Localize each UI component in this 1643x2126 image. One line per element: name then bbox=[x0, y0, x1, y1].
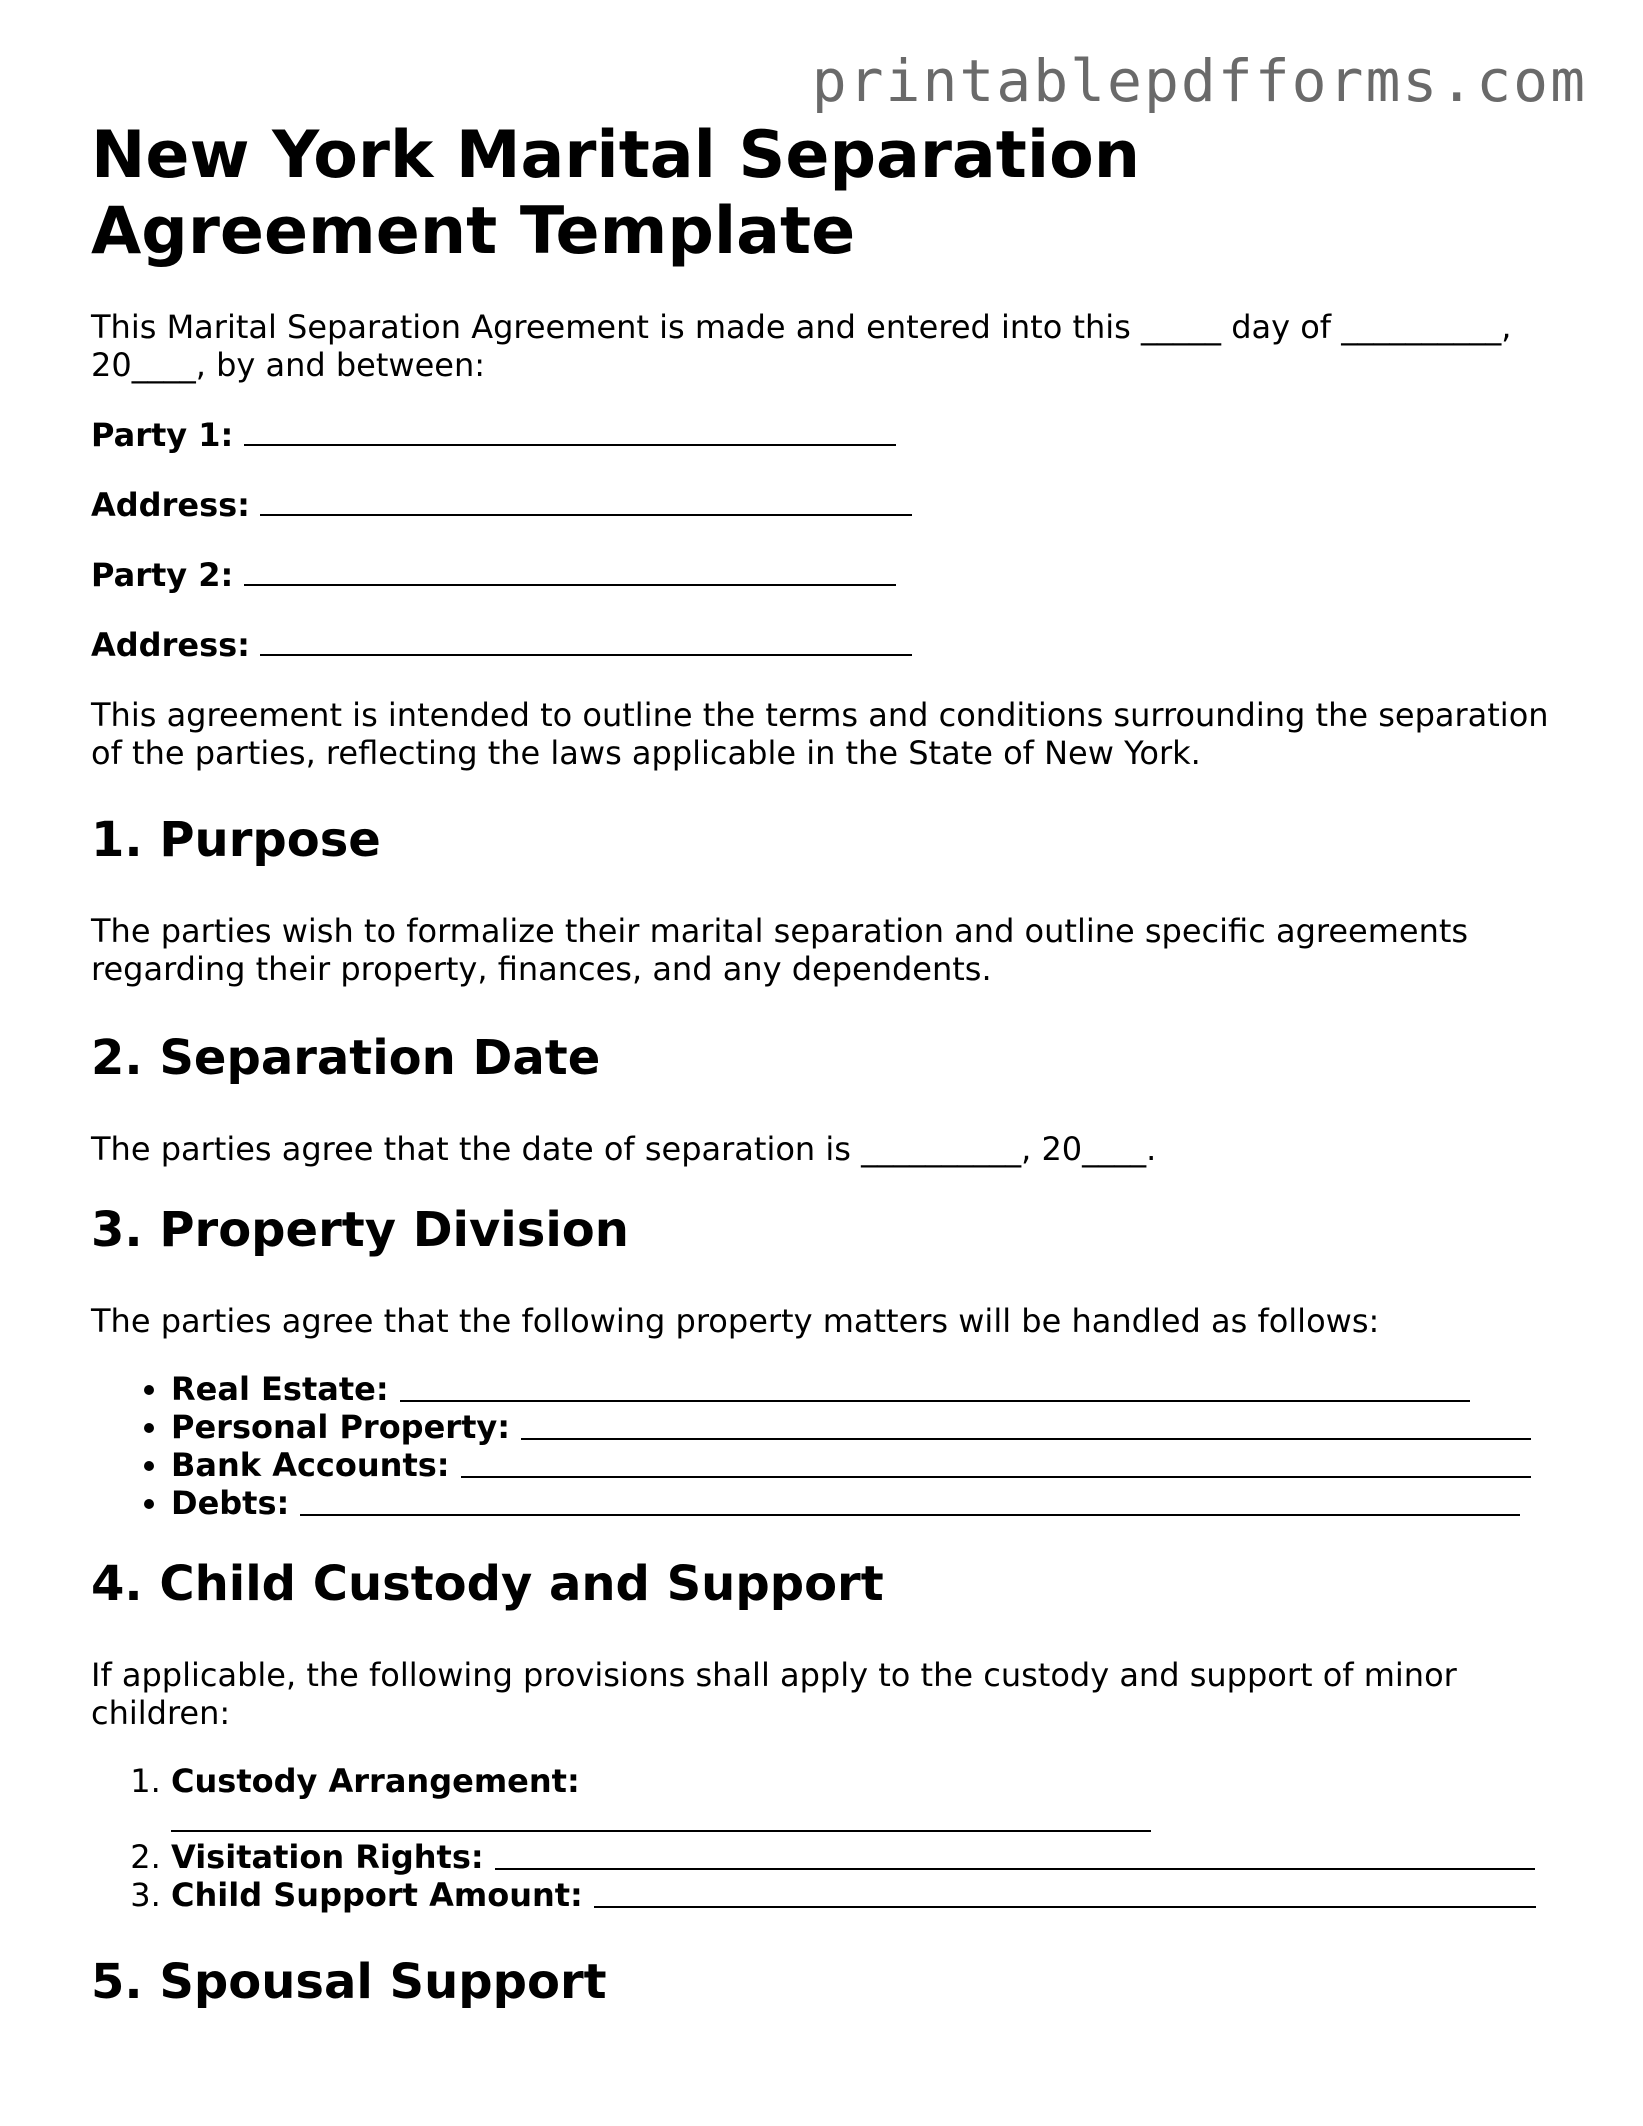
list-item-personal-property[interactable] bbox=[171, 1408, 1561, 1446]
address2-label: Address: bbox=[91, 626, 250, 664]
real-estate-label: Real Estate: bbox=[171, 1370, 389, 1408]
intro-paragraph: This Marital Separation Agreement is made and entered into this _____ day of __________, 20____, by and between: bbox=[91, 308, 1512, 384]
section-separation-date-text: The parties agree that the date of separation is __________, 20____. bbox=[91, 1130, 1157, 1168]
document-title: New York Marital Separation Agreement Template bbox=[91, 118, 1141, 269]
child-support-amount-blank[interactable] bbox=[594, 1876, 1536, 1908]
address2-blank[interactable] bbox=[260, 626, 912, 656]
list-item-real-estate[interactable] bbox=[171, 1370, 1561, 1408]
section-purpose-heading: 1. Purpose bbox=[91, 812, 381, 868]
section-purpose-text: The parties wish to formalize their marital separation and outline specific agreements regarding their property, finances, and any dependents. bbox=[91, 912, 1469, 988]
custody-arrangement-label: Custody Arrangement: bbox=[171, 1762, 580, 1800]
debts-label: Debts: bbox=[171, 1484, 290, 1522]
section-purpose bbox=[91, 812, 1561, 988]
visitation-rights-label: Visitation Rights: bbox=[171, 1838, 484, 1876]
list-item-custody-arrangement[interactable] bbox=[171, 1762, 1561, 1838]
party1-blank[interactable] bbox=[244, 416, 896, 446]
list-item-debts[interactable] bbox=[171, 1484, 1561, 1522]
agreement-intent-paragraph: This agreement is intended to outline the terms and conditions surrounding the separation of the parties, reflecting the laws applicable in the State of New York. bbox=[91, 696, 1549, 772]
address1-field[interactable] bbox=[91, 486, 1561, 524]
party2-label: Party 2: bbox=[91, 556, 234, 594]
custody-list bbox=[91, 1762, 1561, 1914]
party2-blank[interactable] bbox=[244, 556, 896, 586]
personal-property-blank[interactable] bbox=[521, 1408, 1531, 1440]
address1-blank[interactable] bbox=[260, 486, 912, 516]
address1-label: Address: bbox=[91, 486, 250, 524]
property-list bbox=[91, 1370, 1561, 1522]
real-estate-blank[interactable] bbox=[400, 1370, 1470, 1402]
document-page bbox=[91, 118, 1561, 2010]
bank-accounts-label: Bank Accounts: bbox=[171, 1446, 450, 1484]
section-property-division bbox=[91, 1202, 1561, 1522]
watermark: printablepdfforms.com bbox=[811, 47, 1587, 115]
bank-accounts-blank[interactable] bbox=[461, 1446, 1531, 1478]
section-child-custody-text: If applicable, the following provisions shall apply to the custody and support of minor children: bbox=[91, 1656, 1457, 1732]
section-separation-date-heading: 2. Separation Date bbox=[91, 1030, 601, 1086]
section-child-custody bbox=[91, 1556, 1561, 1914]
section-child-custody-heading: 4. Child Custody and Support bbox=[91, 1556, 884, 1612]
personal-property-label: Personal Property: bbox=[171, 1408, 511, 1446]
section-spousal-support-heading: 5. Spousal Support bbox=[91, 1954, 607, 2010]
section-spousal-support bbox=[91, 1954, 1561, 2010]
custody-arrangement-blank[interactable] bbox=[171, 1800, 1151, 1832]
list-item-visitation-rights[interactable] bbox=[171, 1838, 1561, 1876]
child-support-amount-label: Child Support Amount: bbox=[171, 1876, 583, 1914]
section-separation-date bbox=[91, 1030, 1561, 1168]
party1-field[interactable] bbox=[91, 416, 1561, 454]
list-item-bank-accounts[interactable] bbox=[171, 1446, 1561, 1484]
address2-field[interactable] bbox=[91, 626, 1561, 664]
list-item-child-support-amount[interactable] bbox=[171, 1876, 1561, 1914]
debts-blank[interactable] bbox=[300, 1484, 1520, 1516]
section-property-text: The parties agree that the following property matters will be handled as follows: bbox=[91, 1302, 1380, 1340]
visitation-rights-blank[interactable] bbox=[495, 1838, 1535, 1870]
section-property-heading: 3. Property Division bbox=[91, 1202, 629, 1258]
party1-label: Party 1: bbox=[91, 416, 234, 454]
party2-field[interactable] bbox=[91, 556, 1561, 594]
